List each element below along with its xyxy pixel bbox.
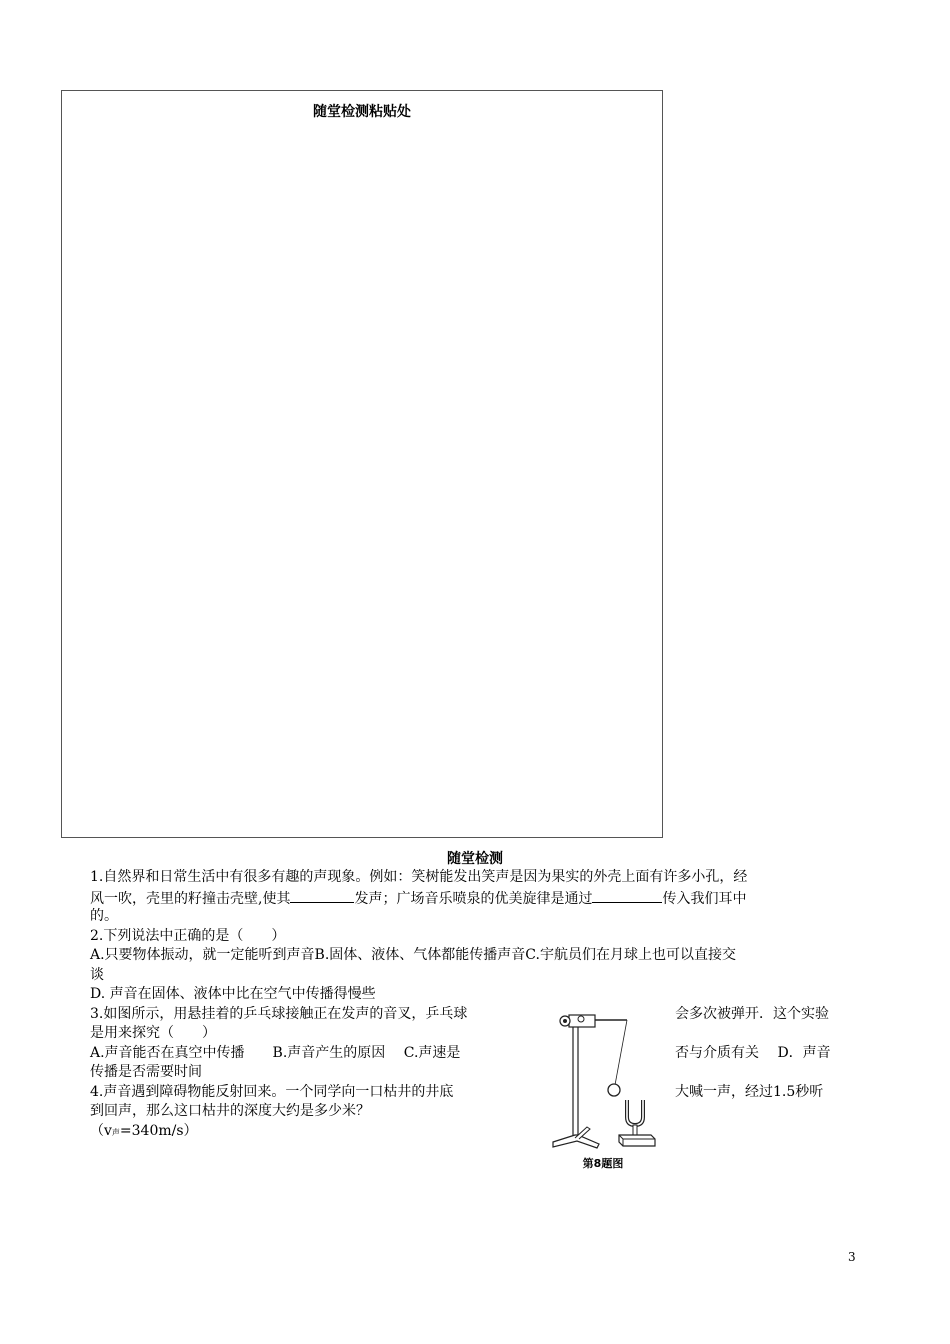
- q3-line2: 是用来探究（ ）: [90, 1025, 216, 1041]
- paste-area: [61, 90, 663, 838]
- q4-line1-left: 4.声音遇到障碍物能反射回来。一个同学向一口枯井的井底: [90, 1083, 454, 1100]
- q3-line1-right: 会多次被弹开．这个实验: [675, 1005, 829, 1022]
- q4-line2: 到回声，那么这口枯井的深度大约是多少米？: [90, 1103, 370, 1119]
- q3-line1: [90, 1005, 860, 1025]
- q1-line2: [90, 888, 860, 908]
- q4-speed-value: =340m/s）: [119, 1122, 198, 1139]
- q1-blank-2[interactable]: [592, 888, 662, 903]
- q1-blank-1[interactable]: [290, 888, 354, 903]
- page-number: 3: [848, 1250, 856, 1264]
- q2-options-abc: A.只要物体振动，就一定能听到声音B.固体、液体、气体都能传播声音C.宇航员们在月球上也可以直接交: [90, 947, 736, 963]
- q2-options-abc-cont: 谈: [90, 966, 104, 983]
- paste-area-title: 随堂检测粘贴处: [313, 104, 411, 120]
- q3-line3: [90, 1044, 860, 1064]
- tuning-fork-figure: [547, 1005, 659, 1173]
- q4-line1: [90, 1083, 860, 1103]
- q2-stem: 2.下列说法中正确的是（ ）: [90, 927, 286, 944]
- q1-text-b: 发声；广场音乐喷泉的优美旋律是通过: [354, 890, 593, 907]
- q4-line1-right: 大喊一声，经过1.5秒听: [675, 1083, 824, 1100]
- q3-line3-right: 否与介质有关 D．声音: [675, 1044, 831, 1061]
- figure-caption: 第8题图: [582, 1157, 624, 1170]
- tuning-fork-pendulum-illustration: [547, 1005, 659, 1155]
- q1-text-a: 风一吹，壳里的籽撞击壳壁,使其: [90, 890, 291, 907]
- q1-line3: 的。: [90, 908, 118, 924]
- q2-option-d: D. 声音在固体、液体中比在空气中传播得慢些: [90, 986, 376, 1002]
- section-title: 随堂检测: [447, 851, 503, 867]
- q3-line3-left: A.声音能否在真空中传播 B.声音产生的原因 C.声速是: [90, 1044, 461, 1061]
- q4-speed-subscript: 声: [111, 1127, 120, 1137]
- q3-line4: 传播是否需要时间: [90, 1064, 202, 1080]
- q4-speed-prefix: （v: [90, 1122, 112, 1139]
- questions: [90, 868, 860, 1141]
- q1-line1: 1.自然界和日常生活中有很多有趣的声现象。例如：笑树能发出笑声是因为果实的外壳上面有许多小孔，经: [90, 869, 748, 885]
- q4-line3: [90, 1122, 860, 1142]
- q1-text-c: 传入我们耳中: [662, 890, 747, 907]
- q3-line1-left: 3.如图所示，用悬挂着的乒乓球接触正在发声的音叉，乒乓球: [90, 1005, 468, 1022]
